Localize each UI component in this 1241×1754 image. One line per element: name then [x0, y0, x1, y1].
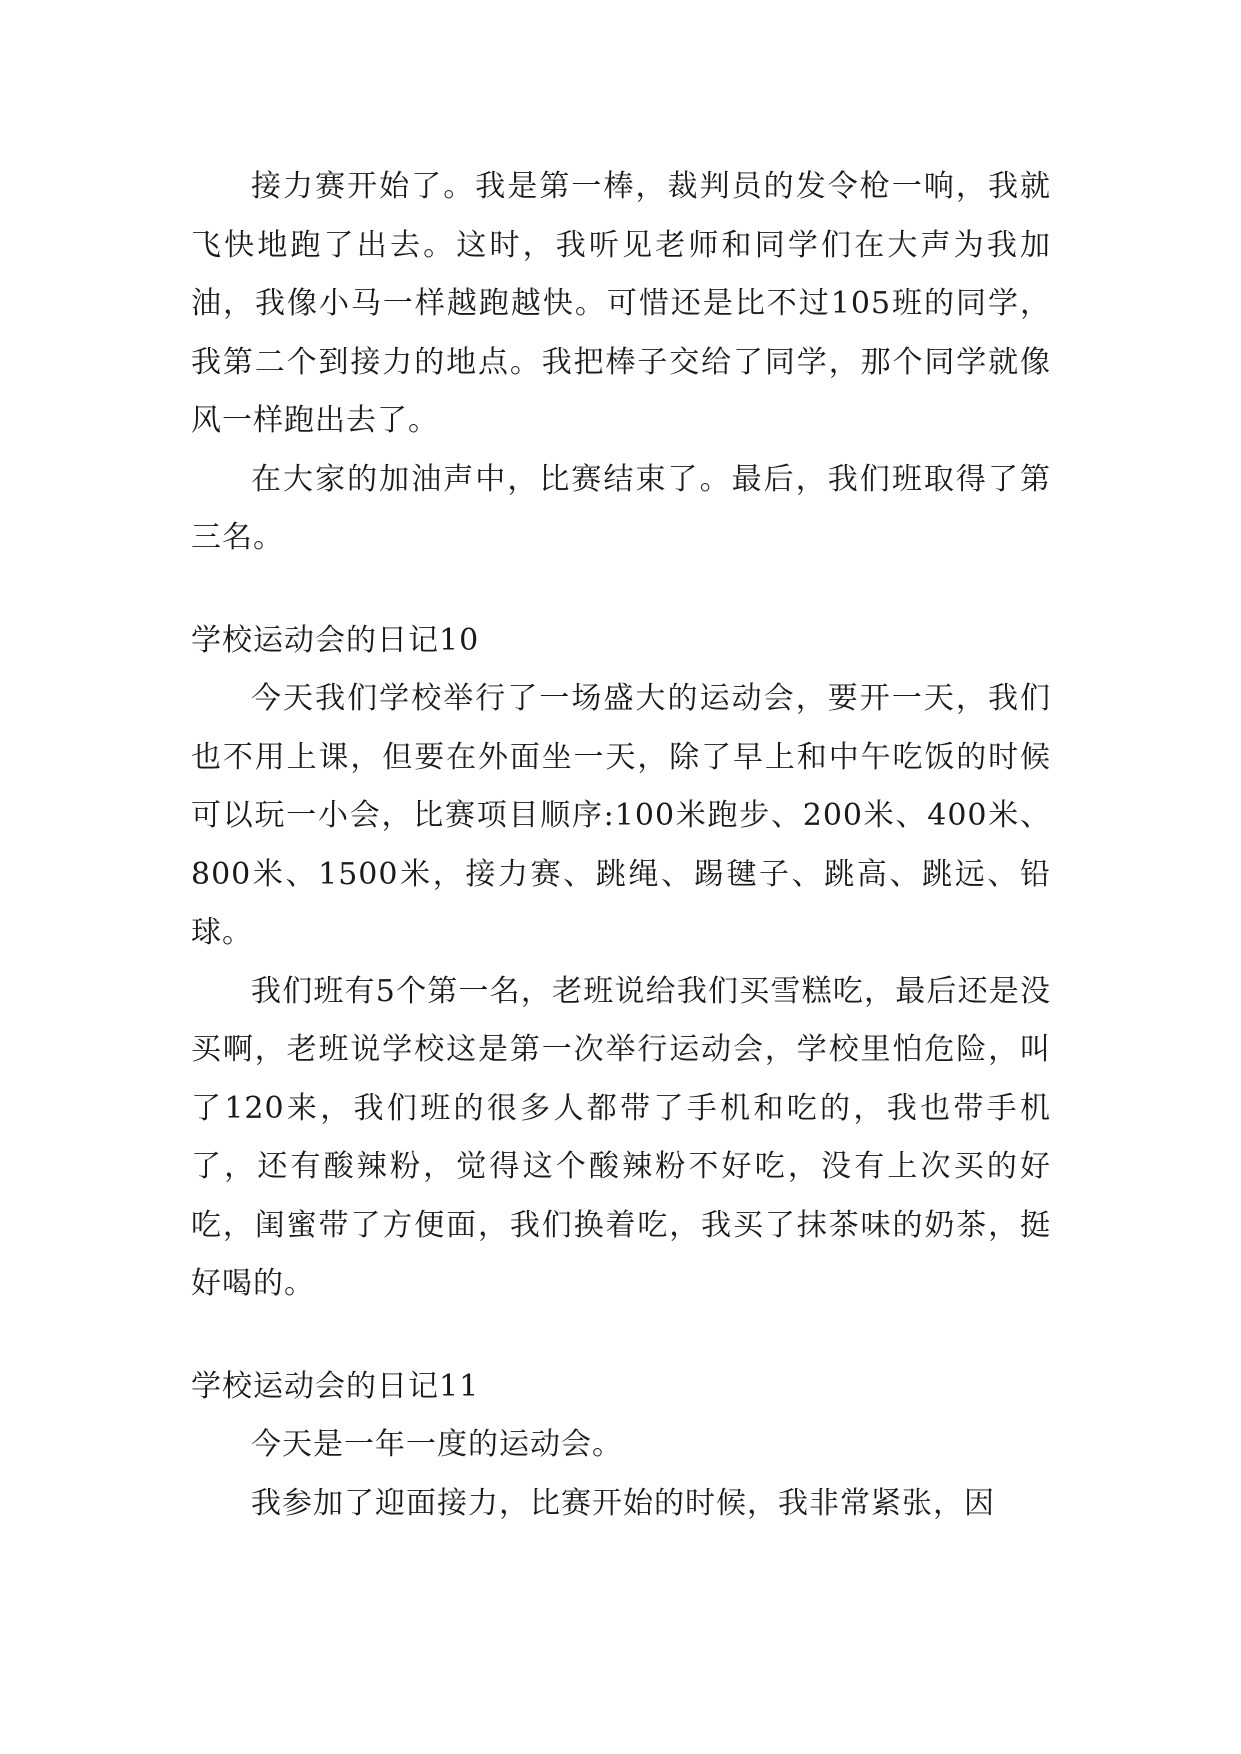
section-heading-diary-10: 学校运动会的日记10	[191, 622, 480, 658]
paragraph-sports-day-events: 今天我们学校举行了一场盛大的运动会，要开一天，我们也不用上课，但要在外面坐一天，除了早上和中午吃饭的时候可以玩一小会，比赛项目顺序:100米跑步、200米、400米、800米、1500米，接力赛、跳绳、踢毽子、跳高、跳远、铅球。	[191, 681, 1051, 950]
paragraph-annual-meet: 今天是一年一度的运动会。	[251, 1427, 623, 1462]
paragraph-relay-start: 接力赛开始了。我是第一棒，裁判员的发令枪一响，我就飞快地跑了出去。这时，我听见老师和同学们在大声为我加油，我像小马一样越跑越快。可惜还是比不过105班的同学，我第二个到接力的地点。我把棒子交给了同学，那个同学就像风一样跑出去了。	[191, 169, 1051, 438]
paragraph-relay-nervous: 我参加了迎面接力，比赛开始的时候，我非常紧张，因	[251, 1485, 995, 1521]
section-gap	[191, 568, 1051, 612]
document-body	[191, 158, 1051, 1533]
paragraph-class-snacks: 我们班有5个第一名，老班说给我们买雪糕吃，最后还是没买啊，老班说学校这是第一次举行运动会，学校里怕危险，叫了120来，我们班的很多人都带了手机和吃的，我也带手机了，还有酸辣粉，觉得这个酸辣粉不好吃，没有上次买的好吃，闺蜜带了方便面，我们换着吃，我买了抹茶味的奶茶，挺好喝的。	[191, 973, 1051, 1301]
section-heading-diary-11: 学校运动会的日记11	[191, 1368, 480, 1404]
section-gap	[191, 1314, 1051, 1358]
paragraph-relay-result: 在大家的加油声中，比赛结束了。最后，我们班取得了第三名。	[191, 461, 1051, 555]
